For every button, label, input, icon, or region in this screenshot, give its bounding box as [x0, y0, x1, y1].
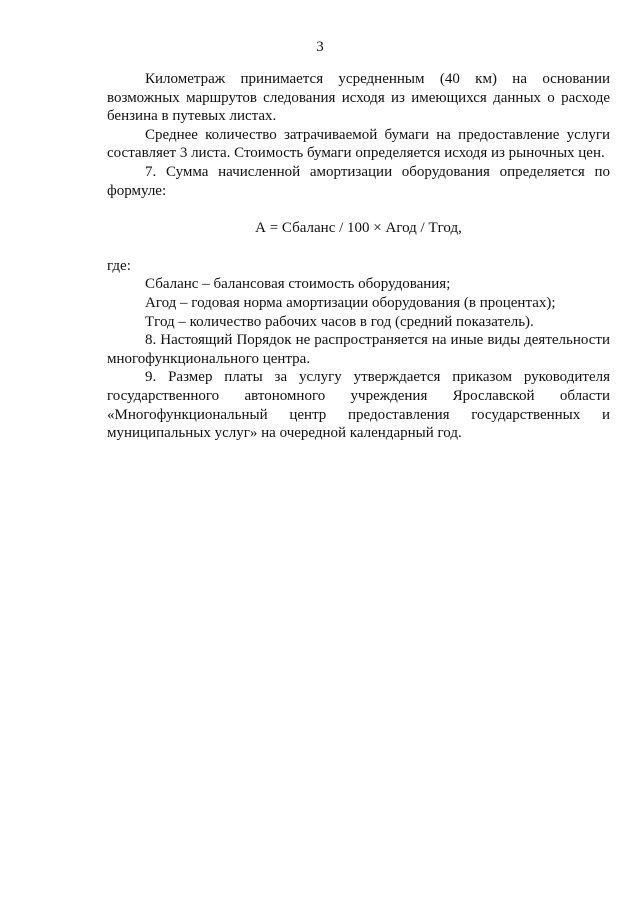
paragraph-scope: 8. Настоящий Порядок не распространяется на иные виды деятельности многофункционального центра.	[107, 332, 610, 367]
document-body	[107, 70, 610, 443]
paragraph-paper: Среднее количество затрачиваемой бумаги на предоставление услуги составляет 3 листа. Стоимость бумаги определяется исходя из рыночных цен.	[107, 126, 610, 162]
paragraph-fee: 9. Размер платы за услугу утверждается приказом руководителя государственного автономного учреждения Ярославской области «Многофункциональный центр предоставления государственных и муниципальных услуг» на очередной календарный год.	[107, 369, 610, 442]
paragraph-amortization-intro: 7. Сумма начисленной амортизации оборудования определяется по формуле:	[107, 163, 610, 199]
definition-annual-hours: Тгод – количество рабочих часов в год (средний показатель).	[145, 313, 534, 330]
definition-annual-rate: Агод – годовая норма амортизации оборудования (в процентах);	[145, 294, 556, 311]
where-label: где:	[107, 257, 131, 274]
page-number: 3	[316, 39, 324, 55]
formula: А = Сбаланс / 100 × Агод / Тгод,	[255, 220, 462, 237]
paragraph-mileage: Километраж принимается усредненным (40 км) на основании возможных маршрутов следования исходя из имеющихся данных о расходе бензина в путевых листах.	[107, 71, 610, 125]
definition-balance: Сбаланс – балансовая стоимость оборудования;	[145, 276, 451, 293]
